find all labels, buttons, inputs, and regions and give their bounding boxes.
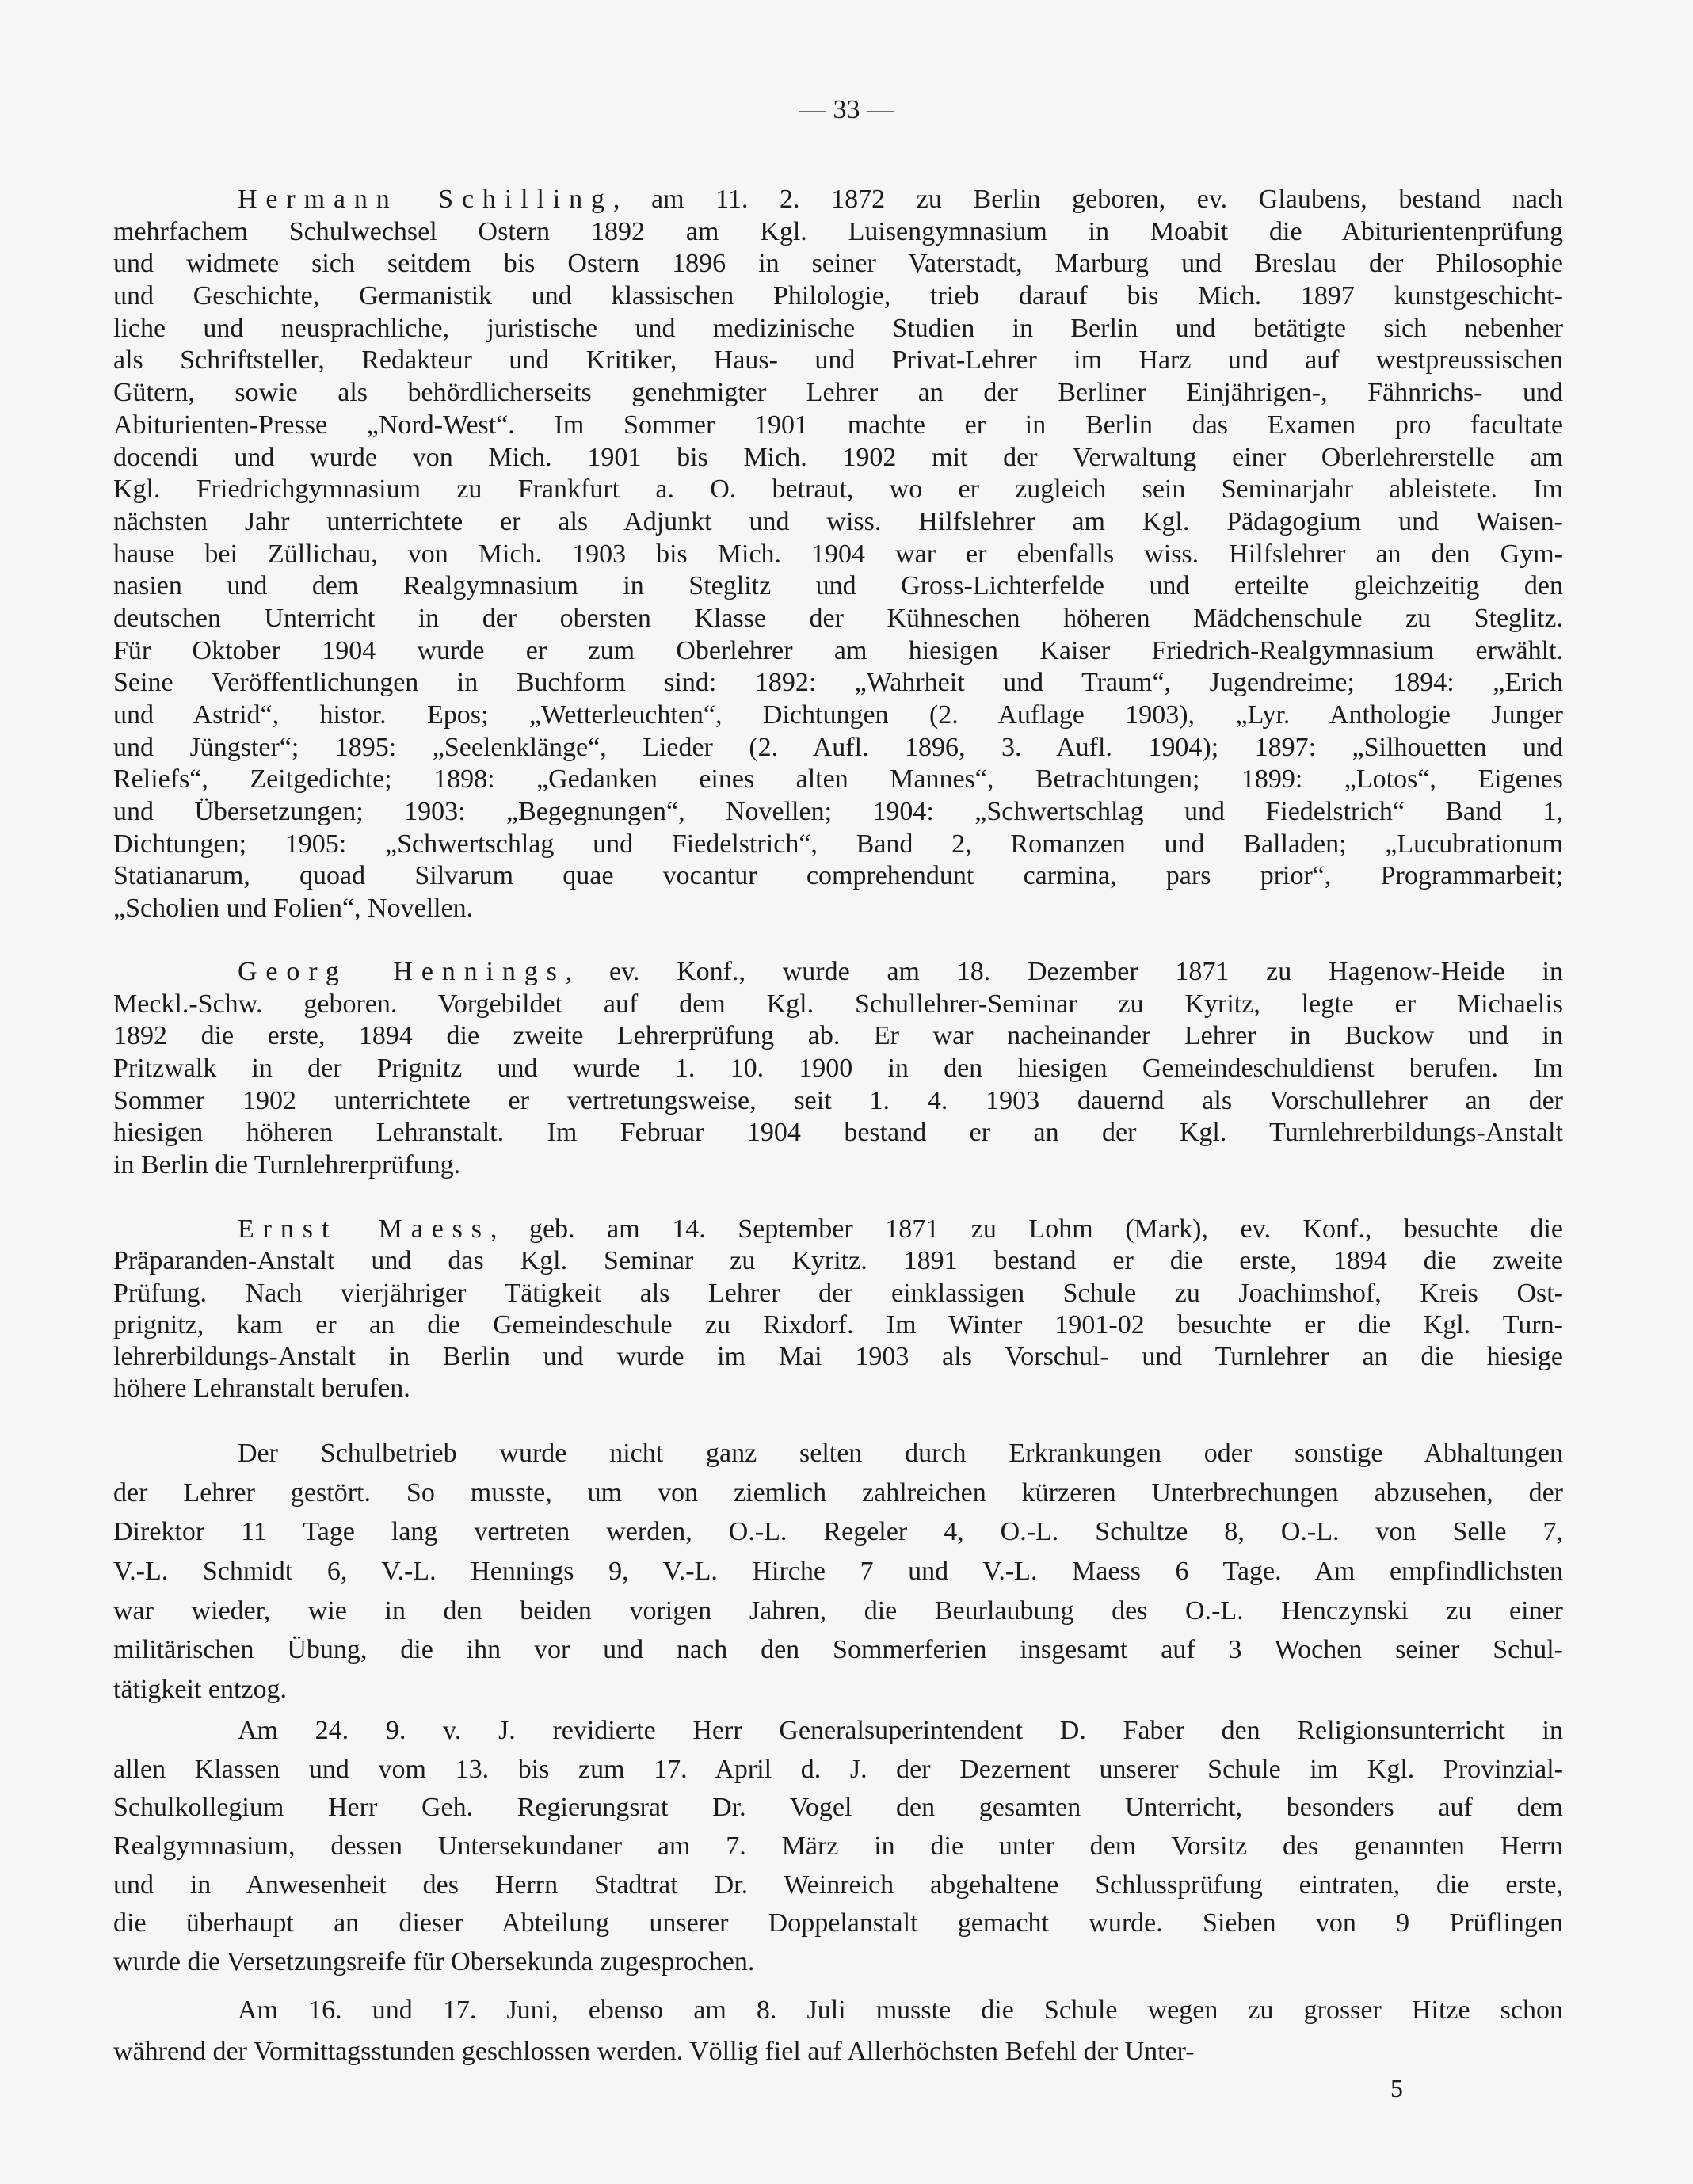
paragraph — [113, 956, 1563, 1182]
text-line: nasien und dem Realgymnasium in Steglitz und Gross-Lichterfelde und erteilte gleichzeitig den — [113, 571, 1563, 601]
text-line: Für Oktober 1904 wurde er zum Oberlehrer am hiesigen Kaiser Friedrich-Realgymnasium erwählt. — [113, 635, 1563, 665]
text-line-rest: , ev. Konf., wurde am 18. Dezember 1871 zu Hagenow-Heide in — [565, 957, 1563, 986]
paragraph — [113, 1712, 1563, 1982]
person-name: Ernst Maess — [238, 1214, 490, 1244]
text-line — [113, 1214, 1563, 1245]
text-line: militärischen Übung, die ihn vor und nach den Sommerferien insgesamt auf 3 Wochen seiner Schul- — [113, 1635, 1563, 1665]
text-line: tätigkeit entzog. — [113, 1675, 288, 1705]
text-line: Am 24. 9. v. J. revidierte Herr Generalsuperintendent D. Faber den Religionsunterricht in — [238, 1716, 1563, 1745]
text-line: Prüfung. Nach vierjähriger Tätigkeit als Lehrer der einklassigen Schule zu Joachimshof, Kreis Ost- — [113, 1278, 1563, 1308]
text-line: Gütern, sowie als behördlicherseits genehmigter Lehrer an der Berliner Einjährigen-, Fähnrichs- und — [113, 378, 1563, 408]
signature-mark: 5 — [1390, 2074, 1403, 2102]
paragraph — [113, 1214, 1563, 1405]
text-line: und Übersetzungen; 1903: „Begegnungen“, Novellen; 1904: „Schwertschlag und Fiedelstrich“ Band 1, — [113, 797, 1563, 827]
text-line: in Berlin die Turnlehrerprüfung. — [113, 1150, 461, 1180]
paragraph — [113, 184, 1563, 925]
text-line: mehrfachem Schulwechsel Ostern 1892 am Kgl. Luisengymnasium in Moabit die Abiturientenprüfung — [113, 216, 1563, 246]
text-line: Realgymnasium, dessen Untersekundaner am 7. März in die unter dem Vorsitz des genannten Herrn — [113, 1831, 1563, 1862]
text-line-rest: , geb. am 14. September 1871 zu Lohm (Mark), ev. Konf., besuchte die — [490, 1214, 1563, 1244]
text-line: höhere Lehranstalt berufen. — [113, 1374, 410, 1404]
text-line: während der Vormittagsstunden geschlossen werden. Völlig fiel auf Allerhöchsten Befehl der Unter- — [113, 2037, 1195, 2066]
text-line: prignitz, kam er an die Gemeindeschule zu Rixdorf. Im Winter 1901-02 besuchte er die Kgl. Turn- — [113, 1309, 1563, 1340]
text-line: „Scholien und Folien“, Novellen. — [113, 894, 474, 924]
text-line: der Lehrer gestört. So musste, um von ziemlich zahlreichen kürzeren Unterbrechungen abzusehen, der — [113, 1477, 1563, 1507]
text-line: und Astrid“, histor. Epos; „Wetterleuchten“, Dichtungen (2. Auflage 1903), „Lyr. Anthologie Junger — [113, 700, 1563, 730]
text-line: hiesigen höheren Lehranstalt. Im Februar 1904 bestand er an der Kgl. Turnlehrerbildungs-Anstalt — [113, 1118, 1563, 1148]
text-line: Reliefs“, Zeitgedichte; 1898: „Gedanken eines alten Mannes“, Betrachtungen; 1899: „Lotos“, Eigenes — [113, 764, 1563, 795]
text-line: die überhaupt an dieser Abteilung unserer Doppelanstalt gemacht wurde. Sieben von 9 Prüflingen — [113, 1908, 1563, 1938]
text-line: Kgl. Friedrichgymnasium zu Frankfurt a. O. betraut, wo er zugleich sein Seminarjahr ableistete. Im — [113, 475, 1563, 505]
text-line: liche und neusprachliche, juristische und medizinische Studien in Berlin und betätigte sich nebenher — [113, 313, 1563, 343]
text-line-rest: , am 11. 2. 1872 zu Berlin geboren, ev. Glaubens, bestand nach — [612, 185, 1563, 214]
text-line: Direktor 11 Tage lang vertreten werden, O.-L. Regeler 4, O.-L. Schultze 8, O.-L. von Selle 7, — [113, 1517, 1563, 1547]
text-line — [113, 956, 1563, 989]
page-number-header: — 33 — — [799, 95, 894, 124]
text-line: Präparanden-Anstalt und das Kgl. Seminar zu Kyritz. 1891 bestand er die erste, 1894 die zweite — [113, 1246, 1563, 1276]
text-line: docendi und wurde von Mich. 1901 bis Mich. 1902 mit der Verwaltung einer Oberlehrerstelle am — [113, 442, 1563, 472]
text-line: und Jüngster“; 1895: „Seelenklänge“, Lieder (2. Aufl. 1896, 3. Aufl. 1904); 1897: „Silhouetten und — [113, 732, 1563, 762]
text-line: lehrerbildungs-Anstalt in Berlin und wurde im Mai 1903 als Vorschul- und Turnlehrer an die hiesige — [113, 1342, 1563, 1372]
text-line: und in Anwesenheit des Herrn Stadtrat Dr. Weinreich abgehaltene Schlussprüfung eintraten, die erste, — [113, 1870, 1563, 1900]
person-name: Georg Hennings — [238, 957, 566, 986]
text-line: nächsten Jahr unterrichtete er als Adjunkt und wiss. Hilfslehrer am Kgl. Pädagogium und Waisen- — [113, 506, 1563, 536]
text-line: Schulkollegium Herr Geh. Regierungsrat Dr. Vogel den gesamten Unterricht, besonders auf dem — [113, 1793, 1563, 1823]
text-line: 1892 die erste, 1894 die zweite Lehrerprüfung ab. Er war nacheinander Lehrer in Buckow und in — [113, 1021, 1563, 1051]
text-line: Meckl.-Schw. geboren. Vorgebildet auf dem Kgl. Schullehrer-Seminar zu Kyritz, legte er Michaelis — [113, 989, 1563, 1019]
text-line: Abiturienten-Presse „Nord-West“. Im Sommer 1901 machte er in Berlin das Examen pro facultate — [113, 410, 1563, 440]
text-line — [113, 184, 1563, 216]
paragraph — [113, 1434, 1563, 1709]
text-line: Sommer 1902 unterrichtete er vertretungsweise, seit 1. 4. 1903 dauernd als Vorschullehrer an der — [113, 1085, 1563, 1115]
text-line: Statianarum, quoad Silvarum quae vocantur comprehendunt carmina, pars prior“, Programmarbeit; — [113, 861, 1563, 891]
text-line: Pritzwalk in der Prignitz und wurde 1. 10. 1900 in den hiesigen Gemeindeschuldienst berufen. Im — [113, 1054, 1563, 1084]
text-line: und Geschichte, Germanistik und klassischen Philologie, trieb darauf bis Mich. 1897 kunstgeschicht- — [113, 281, 1563, 311]
text-line: wurde die Versetzungsreife für Obersekunda zugesprochen. — [113, 1947, 755, 1977]
paragraph — [113, 1990, 1563, 2072]
text-line: deutschen Unterricht in der obersten Klasse der Kühneschen höheren Mädchenschule zu Steglitz. — [113, 603, 1563, 633]
person-name: Hermann Schilling — [238, 185, 613, 214]
text-line: und widmete sich seitdem bis Ostern 1896 in seiner Vaterstadt, Marburg und Breslau der Philosophie — [113, 249, 1563, 279]
text-line: V.-L. Schmidt 6, V.-L. Hennings 9, V.-L. Hirche 7 und V.-L. Maess 6 Tage. Am empfindlichsten — [113, 1557, 1563, 1587]
text-line: hause bei Züllichau, von Mich. 1903 bis Mich. 1904 war er ebenfalls wiss. Hilfslehrer an den Gym- — [113, 539, 1563, 569]
text-line: Seine Veröffentlichungen in Buchform sind: 1892: „Wahrheit und Traum“, Jugendreime; 1894: „Erich — [113, 668, 1563, 698]
text-line: war wieder, wie in den beiden vorigen Jahren, die Beurlaubung des O.-L. Henczynski zu einer — [113, 1595, 1563, 1626]
text-line: Der Schulbetrieb wurde nicht ganz selten durch Erkrankungen oder sonstige Abhaltungen — [238, 1439, 1563, 1468]
text-line: als Schriftsteller, Redakteur und Kritiker, Haus- und Privat-Lehrer im Harz und auf westpreussischen — [113, 345, 1563, 375]
text-line: allen Klassen und vom 13. bis zum 17. April d. J. der Dezernent unserer Schule im Kgl. Provinzial- — [113, 1754, 1563, 1784]
text-line: Am 16. und 17. Juni, ebenso am 8. Juli musste die Schule wegen zu grosser Hitze schon — [238, 1995, 1563, 2025]
text-line: Dichtungen; 1905: „Schwertschlag und Fiedelstrich“, Band 2, Romanzen und Balladen; „Lucubrationum — [113, 829, 1563, 859]
